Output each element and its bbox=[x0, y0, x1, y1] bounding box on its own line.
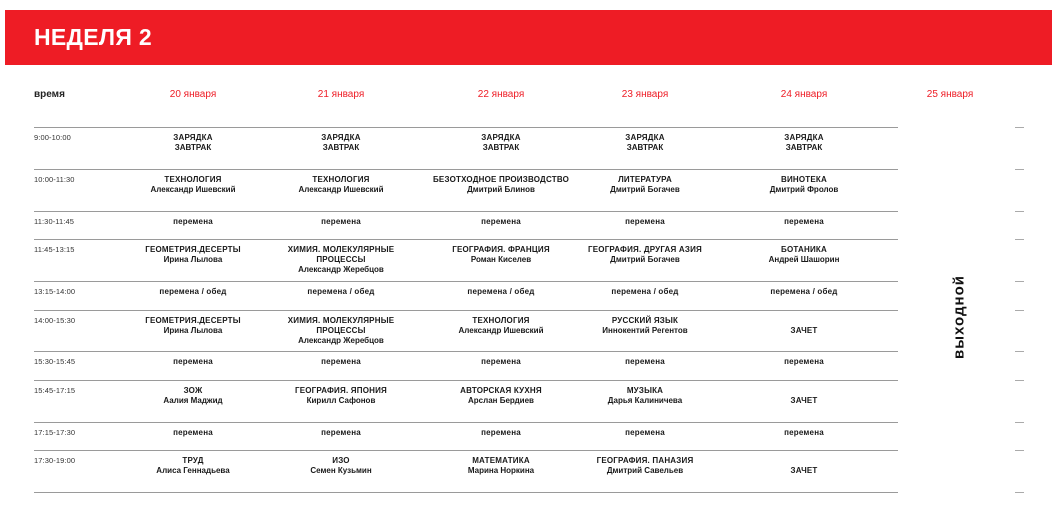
class-title: перемена bbox=[784, 357, 824, 366]
time-slot: 11:45-13:15 bbox=[34, 245, 75, 254]
teacher-name: Андрей Шашорин bbox=[768, 255, 840, 264]
class-cell bbox=[728, 450, 880, 492]
teacher-name: Арслан Бердиев bbox=[468, 396, 534, 405]
class-title: ТЕХНОЛОГИЯ bbox=[164, 175, 222, 184]
class-title: перемена bbox=[625, 357, 665, 366]
class-cell bbox=[265, 456, 417, 476]
teacher-name: Иннокентий Регентов bbox=[602, 326, 688, 335]
class-cell bbox=[425, 133, 577, 153]
date-header: 24 января bbox=[780, 89, 828, 100]
teacher-name: Александр Ишевский bbox=[298, 185, 384, 194]
class-title: ЗАРЯДКА bbox=[625, 133, 665, 142]
class-title: перемена bbox=[481, 217, 521, 226]
class-cell bbox=[265, 386, 417, 406]
teacher-name: Александр Ишевский bbox=[458, 326, 544, 335]
class-cell bbox=[117, 287, 269, 297]
margin-tick bbox=[1015, 422, 1024, 423]
teacher-name: Семен Кузьмин bbox=[310, 466, 372, 475]
class-cell bbox=[265, 133, 417, 153]
teacher-name: Дмитрий Блинов bbox=[467, 185, 535, 194]
class-title: перемена bbox=[625, 217, 665, 226]
class-cell bbox=[265, 217, 417, 227]
class-cell bbox=[728, 357, 880, 367]
class-title: МУЗЫКА bbox=[626, 386, 664, 395]
teacher-name: Кирилл Сафонов bbox=[306, 396, 376, 405]
class-title: ЗОЖ bbox=[183, 386, 203, 395]
date-header: 22 января bbox=[477, 89, 525, 100]
date-header: 20 января bbox=[169, 89, 217, 100]
class-title: ГЕОГРАФИЯ. ФРАНЦИЯ bbox=[452, 245, 550, 254]
class-title: перемена bbox=[784, 217, 824, 226]
class-title: ГЕОМЕТРИЯ.ДЕСЕРТЫ bbox=[145, 316, 241, 325]
class-title: ЗАЧЕТ bbox=[790, 466, 818, 475]
class-cell bbox=[569, 316, 721, 336]
teacher-name: ЗАВТРАК bbox=[322, 143, 360, 152]
class-cell bbox=[425, 217, 577, 227]
time-slot: 13:15-14:00 bbox=[34, 287, 76, 296]
class-cell bbox=[425, 316, 577, 336]
class-cell bbox=[728, 428, 880, 438]
class-cell bbox=[425, 428, 577, 438]
teacher-name: Марина Норкина bbox=[467, 466, 535, 475]
row-divider bbox=[34, 127, 898, 128]
class-cell bbox=[569, 245, 721, 265]
date-header: 23 января bbox=[621, 89, 669, 100]
class-cell bbox=[265, 316, 417, 346]
time-slot: 15:30-15:45 bbox=[34, 357, 76, 366]
class-cell bbox=[117, 456, 269, 476]
row-divider bbox=[34, 422, 898, 423]
teacher-name: Дмитрий Савельев bbox=[606, 466, 684, 475]
margin-tick bbox=[1015, 127, 1024, 128]
class-title: БОТАНИКА bbox=[781, 245, 827, 254]
teacher-name: Дмитрий Фролов bbox=[769, 185, 839, 194]
class-cell bbox=[569, 386, 721, 406]
class-cell bbox=[117, 245, 269, 265]
class-cell bbox=[728, 245, 880, 265]
class-title: ТЕХНОЛОГИЯ bbox=[472, 316, 530, 325]
class-title: перемена bbox=[784, 428, 824, 437]
time-slot: 15:45-17:15 bbox=[34, 386, 76, 395]
class-cell bbox=[265, 287, 417, 297]
class-cell bbox=[425, 175, 577, 195]
class-cell bbox=[117, 357, 269, 367]
teacher-name: Роман Киселев bbox=[470, 255, 532, 264]
margin-tick bbox=[1015, 239, 1024, 240]
teacher-name: Алиса Геннадьева bbox=[156, 466, 230, 475]
class-cell bbox=[425, 456, 577, 476]
class-title: перемена bbox=[321, 357, 361, 366]
class-title: перемена bbox=[321, 428, 361, 437]
class-title: ЗАРЯДКА bbox=[481, 133, 521, 142]
teacher-name: Дмитрий Богачев bbox=[610, 185, 680, 194]
class-cell bbox=[569, 456, 721, 476]
class-title: АВТОРСКАЯ КУХНЯ bbox=[460, 386, 542, 395]
class-title: перемена bbox=[481, 357, 521, 366]
teacher-name: Ирина Лылова bbox=[163, 326, 223, 335]
row-divider bbox=[34, 351, 898, 352]
teacher-name: Дарья Калиничева bbox=[607, 396, 683, 405]
row-divider bbox=[34, 169, 898, 170]
row-divider bbox=[34, 281, 898, 282]
class-title: ЗАЧЕТ bbox=[790, 325, 818, 335]
header-banner bbox=[5, 10, 1052, 65]
page-title: НЕДЕЛЯ 2 bbox=[34, 24, 152, 50]
margin-tick bbox=[1015, 450, 1024, 451]
class-cell bbox=[117, 386, 269, 406]
margin-tick bbox=[1015, 211, 1024, 212]
teacher-name: ЗАВТРАК bbox=[482, 143, 520, 152]
teacher-name: ЗАВТРАК bbox=[785, 143, 823, 152]
teacher-name: ЗАВТРАК bbox=[174, 143, 212, 152]
class-title: ХИМИЯ. МОЛЕКУЛЯРНЫЕ ПРОЦЕССЫ bbox=[287, 245, 395, 264]
class-title: ЗАРЯДКА bbox=[784, 133, 824, 142]
class-title: ГЕОМЕТРИЯ.ДЕСЕРТЫ bbox=[145, 245, 241, 254]
class-title: перемена / обед bbox=[611, 287, 679, 296]
margin-tick bbox=[1015, 169, 1024, 170]
margin-tick bbox=[1015, 492, 1024, 493]
class-title: перемена bbox=[173, 357, 213, 366]
teacher-name: Александр Ишевский bbox=[150, 185, 236, 194]
class-title: ТЕХНОЛОГИЯ bbox=[312, 175, 370, 184]
date-header: 25 января bbox=[926, 89, 974, 100]
row-divider bbox=[34, 492, 898, 493]
class-title: перемена bbox=[481, 428, 521, 437]
class-title: ЛИТЕРАТУРА bbox=[618, 175, 672, 184]
class-cell bbox=[569, 217, 721, 227]
time-slot: 9:00-10:00 bbox=[34, 133, 71, 142]
day-off-label: выходной bbox=[950, 275, 968, 359]
class-cell bbox=[265, 245, 417, 275]
class-title: ЗАЧЕТ bbox=[790, 396, 818, 405]
class-title: перемена / обед bbox=[307, 287, 375, 296]
class-cell bbox=[728, 133, 880, 153]
time-slot: 17:15-17:30 bbox=[34, 428, 76, 437]
class-title: перемена bbox=[173, 217, 213, 226]
teacher-name: Аалия Маджид bbox=[163, 396, 223, 405]
class-title: перемена bbox=[321, 217, 361, 226]
class-cell bbox=[728, 287, 880, 297]
class-cell bbox=[569, 133, 721, 153]
margin-tick bbox=[1015, 281, 1024, 282]
class-cell bbox=[265, 175, 417, 195]
class-title: ТРУД bbox=[182, 456, 204, 465]
class-title: ИЗО bbox=[332, 456, 350, 465]
class-cell bbox=[117, 316, 269, 336]
class-cell bbox=[117, 133, 269, 153]
class-cell bbox=[425, 357, 577, 367]
teacher-name: Александр Жеребцов bbox=[298, 336, 384, 345]
class-title: перемена / обед bbox=[770, 287, 838, 296]
time-column-header: время bbox=[34, 89, 65, 100]
class-cell bbox=[728, 380, 880, 422]
class-title: перемена / обед bbox=[467, 287, 535, 296]
class-title: ГЕОГРАФИЯ. ЯПОНИЯ bbox=[294, 386, 387, 395]
margin-tick bbox=[1015, 310, 1024, 311]
time-slot: 14:00-15:30 bbox=[34, 316, 76, 325]
class-cell bbox=[569, 428, 721, 438]
date-header: 21 января bbox=[317, 89, 365, 100]
class-cell bbox=[265, 428, 417, 438]
time-slot: 10:00-11:30 bbox=[34, 175, 75, 184]
class-cell bbox=[728, 175, 880, 195]
time-slot: 17:30-19:00 bbox=[34, 456, 76, 465]
class-title: МАТЕМАТИКА bbox=[472, 456, 530, 465]
class-cell bbox=[569, 357, 721, 367]
teacher-name: Дмитрий Богачев bbox=[610, 255, 680, 264]
class-cell bbox=[569, 175, 721, 195]
class-title: ЗАРЯДКА bbox=[173, 133, 213, 142]
teacher-name: Ирина Лылова bbox=[163, 255, 223, 264]
class-cell bbox=[265, 357, 417, 367]
margin-tick bbox=[1015, 380, 1024, 381]
class-cell bbox=[728, 217, 880, 227]
class-title: БЕЗОТХОДНОЕ ПРОИЗВОДСТВО bbox=[432, 175, 570, 184]
class-cell bbox=[569, 287, 721, 297]
class-title: ВИНОТЕКА bbox=[780, 175, 827, 184]
class-title: ГЕОГРАФИЯ. ПАНАЗИЯ bbox=[596, 456, 694, 465]
row-divider bbox=[34, 239, 898, 240]
class-title: перемена / обед bbox=[159, 287, 227, 296]
class-cell bbox=[117, 175, 269, 195]
class-title: ГЕОГРАФИЯ. ДРУГАЯ АЗИЯ bbox=[588, 245, 702, 254]
class-cell bbox=[425, 287, 577, 297]
class-title: перемена bbox=[173, 428, 213, 437]
class-cell bbox=[728, 310, 880, 351]
class-title: РУССКИЙ ЯЗЫК bbox=[611, 316, 679, 325]
class-cell bbox=[117, 428, 269, 438]
class-title: ЗАРЯДКА bbox=[321, 133, 361, 142]
class-title: ХИМИЯ. МОЛЕКУЛЯРНЫЕ ПРОЦЕССЫ bbox=[287, 316, 395, 335]
class-cell bbox=[425, 245, 577, 265]
class-title: перемена bbox=[625, 428, 665, 437]
margin-tick bbox=[1015, 351, 1024, 352]
class-cell bbox=[425, 386, 577, 406]
row-divider bbox=[34, 211, 898, 212]
teacher-name: ЗАВТРАК bbox=[626, 143, 664, 152]
teacher-name: Александр Жеребцов bbox=[298, 265, 384, 274]
class-cell bbox=[117, 217, 269, 227]
time-slot: 11:30-11:45 bbox=[34, 217, 75, 226]
